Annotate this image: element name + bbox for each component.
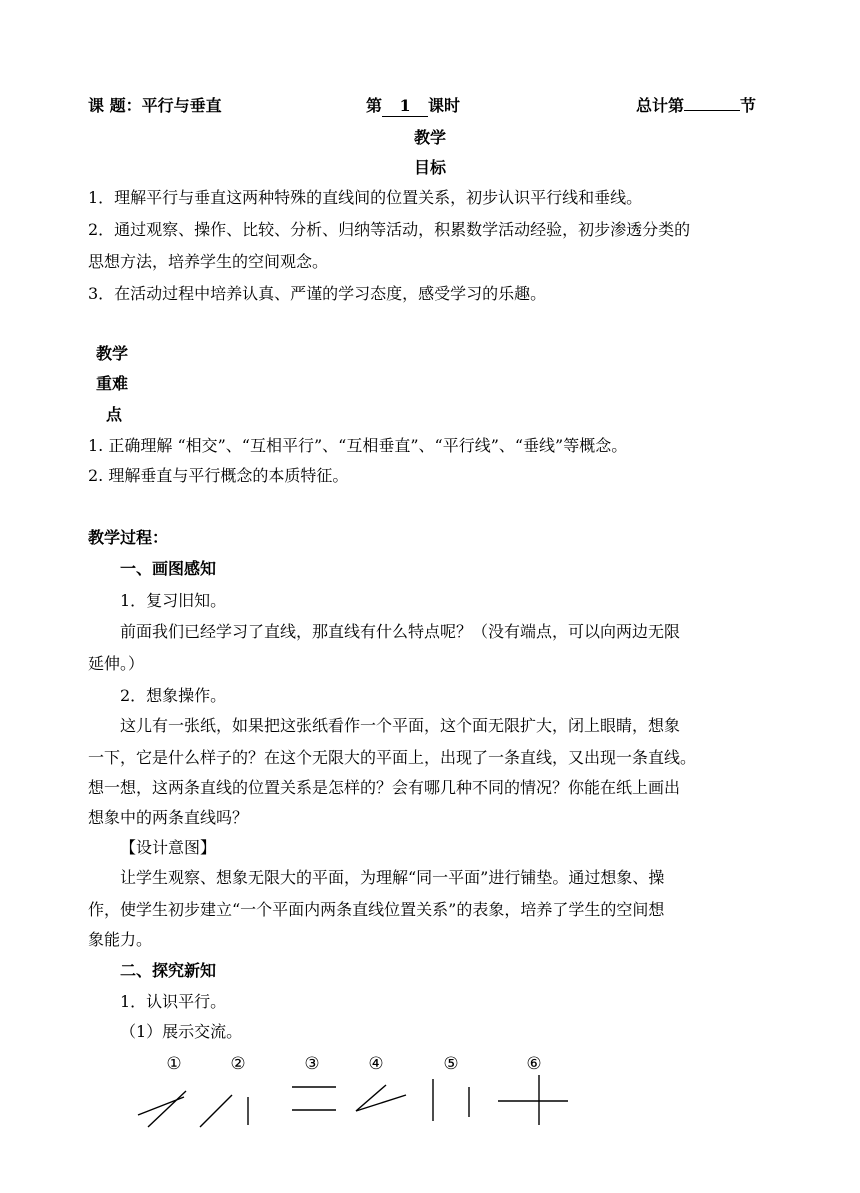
keypoints-heading-1: 教学 bbox=[96, 344, 129, 363]
design-intent-text-1: 让学生观察、想象无限大的平面，为理解“同一平面”进行铺垫。通过想象、操 bbox=[120, 868, 665, 887]
goal-item-1: 1．理解平行与垂直这两种特殊的直线间的位置关系，初步认识平行线和垂线。 bbox=[88, 188, 643, 207]
section-2-item-1-a: （1）展示交流。 bbox=[120, 1022, 243, 1041]
figure-label-1: ① bbox=[166, 1054, 182, 1074]
figure-label-6: ⑥ bbox=[526, 1054, 542, 1074]
figure-label-3: ③ bbox=[304, 1054, 320, 1074]
lesson-suffix: 课时 bbox=[428, 96, 461, 115]
section-1-item-2-text-2: 一下，它是什么样子的？在这个无限大的平面上，出现了一条直线，又出现一条直线。 bbox=[88, 748, 697, 767]
design-intent-text-3: 象能力。 bbox=[88, 930, 153, 949]
section-1-heading: 一、画图感知 bbox=[120, 559, 217, 578]
figure-label-4: ④ bbox=[368, 1054, 384, 1074]
total-prefix: 总计第 bbox=[636, 96, 685, 115]
goal-item-3: 3．在活动过程中培养认真、严谨的学习态度，感受学习的乐趣。 bbox=[88, 284, 547, 303]
section-1-item-2-text-1: 这儿有一张纸，如果把这张纸看作一个平面，这个面无限扩大，闭上眼睛，想象 bbox=[120, 716, 681, 735]
goals-heading-2: 目标 bbox=[414, 158, 447, 177]
topic-label: 课 题： bbox=[88, 96, 142, 115]
section-1-item-1: 1．复习旧知。 bbox=[120, 591, 227, 610]
goal-item-2: 2．通过观察、操作、比较、分析、归纳等活动，积累数学活动经验，初步渗透分类的 bbox=[88, 220, 691, 239]
figure-label-5: ⑤ bbox=[443, 1054, 459, 1074]
process-heading: 教学过程： bbox=[88, 528, 169, 547]
section-1-item-1-text-1: 前面我们已经学习了直线，那直线有什么特点呢？（没有端点，可以向两边无限 bbox=[120, 622, 681, 641]
design-intent-label: 【设计意图】 bbox=[120, 838, 217, 857]
keypoints-heading-3: 点 bbox=[106, 405, 123, 424]
design-intent-text-2: 作，使学生初步建立“一个平面内两条直线位置关系”的表象，培养了学生的空间想 bbox=[88, 900, 665, 919]
section-1-item-2: 2．想象操作。 bbox=[120, 686, 227, 705]
topic-value: 平行与垂直 bbox=[141, 96, 222, 115]
total-count bbox=[636, 96, 756, 116]
topic-line bbox=[88, 96, 222, 116]
total-number bbox=[684, 110, 740, 111]
pair-2-line-a bbox=[200, 1095, 232, 1127]
line-pairs-figure bbox=[120, 1045, 590, 1135]
goals-heading-1: 教学 bbox=[414, 128, 447, 147]
section-2-item-1: 1．认识平行。 bbox=[120, 992, 227, 1011]
total-suffix: 节 bbox=[740, 96, 757, 115]
goal-item-2-cont: 思想方法，培养学生的空间观念。 bbox=[88, 252, 329, 271]
section-1-item-1-text-2: 延伸。） bbox=[88, 654, 145, 673]
lesson-prefix: 第 bbox=[366, 96, 383, 115]
section-1-item-2-text-4: 想象中的两条直线吗？ bbox=[88, 808, 249, 827]
lesson-count bbox=[366, 96, 460, 117]
section-2-heading: 二、探究新知 bbox=[120, 961, 217, 980]
figure-label-2: ② bbox=[230, 1054, 246, 1074]
keypoints-heading-2: 重难 bbox=[96, 374, 129, 393]
pair-4-line-a bbox=[356, 1085, 386, 1111]
keypoint-item-2: 2. 理解垂直与平行概念的本质特征。 bbox=[88, 466, 349, 485]
keypoint-item-1: 1. 正确理解 “相交”、“互相平行”、“互相垂直”、“平行线”、“垂线”等概念。 bbox=[88, 436, 628, 455]
lesson-number: 1 bbox=[382, 96, 428, 117]
section-1-item-2-text-3: 想一想，这两条直线的位置关系是怎样的？会有哪几种不同的情况？你能在纸上画出 bbox=[88, 778, 681, 797]
pair-4-line-b bbox=[356, 1095, 406, 1111]
